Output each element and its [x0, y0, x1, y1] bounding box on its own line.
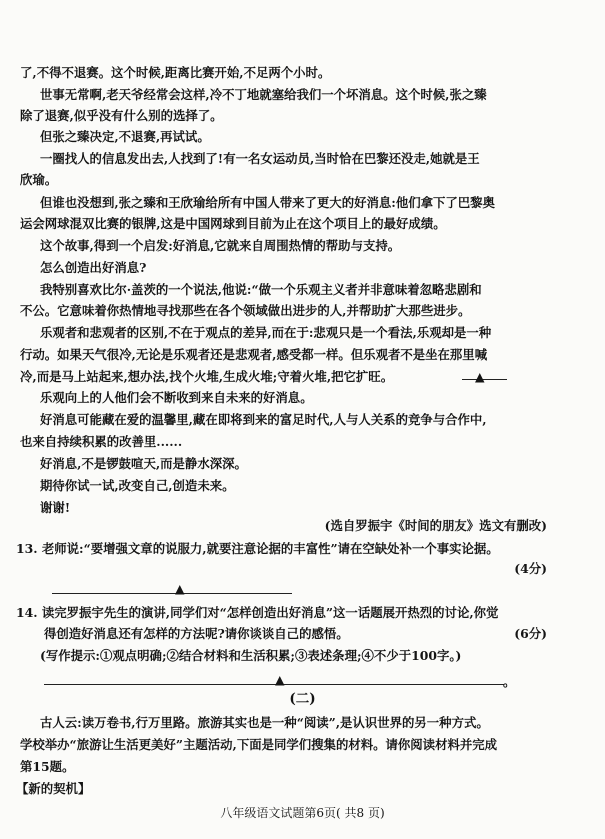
passage-line: 世事无常啊,老天爷经常会这样,冷不丁地就塞给我们一个坏消息。这个时候,张之臻	[40, 87, 487, 102]
passage-line: 谢谢!	[40, 500, 71, 515]
passage-line: 但谁也没想到,张之臻和王欣瑜给所有中国人带来了更大的好消息:他们拿下了巴黎奥	[40, 195, 495, 210]
intro-line: 学校举办“旅游让生活更美好”主题活动,下面是同学们搜集的材料。请你阅读材料并完成	[20, 737, 498, 752]
passage-line: 运会网球混双比赛的银牌,这是中国网球到目前为止在这个项目上的最好成绩。	[20, 216, 446, 231]
section-heading: (二)	[289, 691, 316, 707]
end-mark: 。	[503, 674, 516, 689]
intro-line: 古人云:读万卷书,行万里路。旅游其实也是一种“阅读”,是认识世界的另一种方式。	[40, 715, 489, 730]
question-14-line2: 得创造好消息还有怎样的方法呢?请你谈谈自己的感悟。	[44, 626, 349, 641]
page-footer: 八年级语文试题第6页( 共8 页)	[220, 806, 385, 820]
question-13-score: (4分)	[514, 561, 547, 576]
question-13: 13. 老师说:“要增强文章的说服力,就要注意论据的丰富性”请在空缺处补一个事实论据。	[16, 541, 499, 556]
intro-line: 第15题。	[20, 759, 75, 774]
passage-line: 欣瑜。	[20, 172, 58, 187]
blank-marker: ▲	[275, 672, 285, 687]
question-14-line1: 14. 读完罗振宇先生的演讲,同学们对“怎样创造出好消息”这一话题展开热烈的讨论,你觉	[16, 605, 499, 620]
passage-line: 乐观者和悲观者的区别,不在于观点的差异,而在于:悲观只是一个看法,乐观却是一种	[40, 325, 492, 340]
q14-answer-line[interactable]	[44, 684, 504, 685]
passage-line: 也来自持续积累的改善里......	[20, 434, 183, 449]
passage-line: 但张之臻决定,不退赛,再试试。	[40, 129, 210, 144]
question-14-score: (6分)	[514, 626, 547, 641]
passage-line: 怎么创造出好消息?	[40, 260, 147, 275]
passage-line: 好消息,不是锣鼓喧天,而是静水深深。	[40, 456, 247, 471]
passage-line: 不公。它意味着你热情地寻找那些在各个领域做出进步的人,并帮助扩大那些进步。	[20, 303, 471, 318]
question-14-hint: (写作提示:①观点明确;②结合材料和生活积累;③表述条理;④不少于100字。)	[40, 648, 462, 663]
source-citation: (选自罗振宇《时间的朋友》选文有删改)	[324, 518, 547, 533]
passage-line: 冷,而是马上站起来,想办法,找个火堆,生成火堆;守着火堆,把它扩旺。	[20, 369, 394, 384]
passage-line: 乐观向上的人他们会不断收到来自未来的好消息。	[40, 390, 313, 405]
passage-line: 这个故事,得到一个启发:好消息,它就来自周围热情的帮助与支持。	[40, 238, 401, 253]
material-heading: 【新的契机】	[16, 781, 91, 796]
q13-answer-line[interactable]	[52, 593, 292, 594]
blank-marker: ▲	[475, 369, 485, 384]
blank-marker: ▲	[175, 581, 185, 596]
passage-line: 除了退赛,似乎没有什么别的选择了。	[20, 108, 223, 123]
passage-line: 一圈找人的信息发出去,人找到了!有一名女运动员,当时恰在巴黎还没走,她就是王	[40, 151, 480, 166]
passage-line: 好消息可能藏在爱的温馨里,藏在即将到来的富足时代,人与人关系的竞争与合作中,	[40, 412, 487, 427]
passage-line: 期待你试一试,改变自己,创造未来。	[40, 478, 235, 493]
passage-line: 我特别喜欢比尔·盖茨的一个说法,他说:“做一个乐观主义者并非意味着忽略悲剧和	[40, 282, 482, 297]
passage-line: 行动。如果天气很冷,无论是乐观者还是悲观者,感受都一样。但乐观者不是坐在那里喊	[20, 347, 488, 362]
passage-line: 了,不得不退赛。这个时候,距离比赛开始,不足两个小时。	[20, 65, 331, 80]
